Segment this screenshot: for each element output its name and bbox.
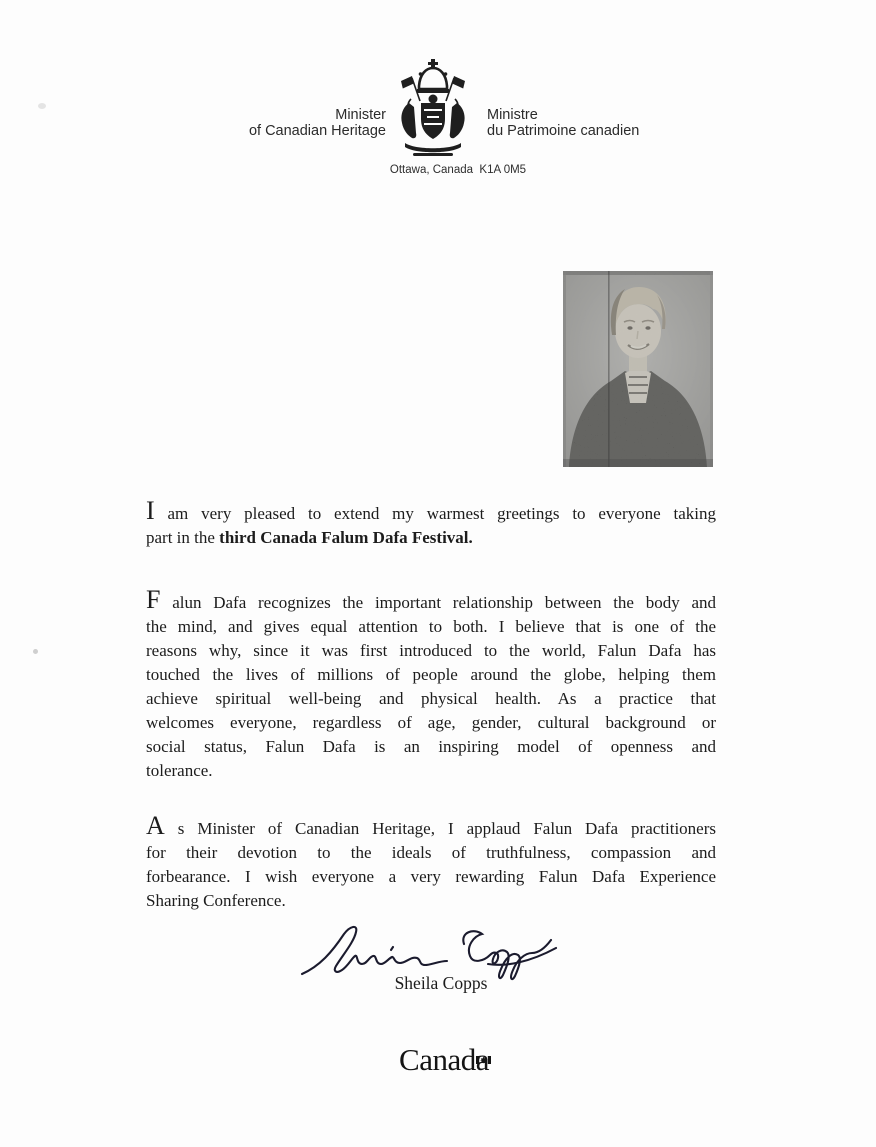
letter-line <box>146 865 716 889</box>
portrait-photo <box>563 271 713 467</box>
letter-line <box>146 615 716 639</box>
letter-paragraph <box>146 496 716 550</box>
office-address: Ottawa, Canada K1A 0M5 <box>389 164 527 176</box>
letter-text: alun Dafa recognizes the important relationship between the body and <box>172 593 716 612</box>
letter-line <box>146 841 716 865</box>
letter-text: social status, Falun Dafa is an inspiring model of openness and <box>146 737 716 756</box>
minister-title-english <box>160 107 386 139</box>
letter-text: reasons why, since it was first introduced to the world, Falun Dafa has <box>146 641 716 660</box>
canada-wordmark <box>344 1042 544 1078</box>
signatory-typed-name: Sheila Copps <box>394 973 488 993</box>
paragraph-lead-capital: F <box>146 585 161 614</box>
scan-artifact-smudge <box>38 103 46 109</box>
scan-artifact-dot <box>33 649 38 654</box>
letter-text: s Minister of Canadian Heritage, I applaud Falun Dafa practitioners <box>177 819 717 838</box>
minister-title-french <box>487 107 747 139</box>
letter-text: the mind, and gives equal attention to both. I believe that is one of the <box>146 617 716 636</box>
paragraph-lead-capital: I <box>146 496 155 525</box>
letter-text: am very pleased to extend my warmest greetings to everyone taking <box>167 504 716 523</box>
letter-text: forbearance. I wish everyone a very rewarding Falun Dafa Experience <box>146 867 716 886</box>
letter-text: for their devotion to the ideals of truthfulness, compassion and <box>146 843 716 862</box>
letter-line <box>146 687 716 711</box>
letter-text: achieve spiritual well-being and physical health. As a practice that <box>146 689 716 708</box>
minister-title-fr-line1: Ministre <box>487 107 538 123</box>
letter-line <box>146 889 716 913</box>
wordmark-text: Canad <box>399 1042 476 1077</box>
letter-text: Sharing Conference. <box>146 891 286 910</box>
minister-title-en-line1: Minister <box>335 107 386 123</box>
letter-text: welcomes everyone, regardless of age, gender, cultural background or <box>146 713 716 732</box>
canada-coat-of-arms-icon <box>399 58 467 160</box>
letter-line <box>146 735 716 759</box>
letter-paragraph <box>146 585 716 783</box>
letter-text: tolerance. <box>146 761 213 780</box>
letter-line <box>146 811 717 841</box>
letter-line <box>146 639 716 663</box>
letter-text: touched the lives of millions of people around the globe, helping them <box>146 665 716 684</box>
minister-title-en-line2: of Canadian Heritage <box>248 123 386 139</box>
letter-text-bold: third Canada Falum Dafa Festival. <box>219 528 473 547</box>
paragraph-lead-capital: A <box>146 811 165 840</box>
canada-flag-icon <box>476 1036 491 1044</box>
letter-line <box>146 585 716 615</box>
letter-paragraph <box>146 811 717 913</box>
minister-title-fr-line2: du Patrimoine canadien <box>487 123 640 139</box>
letter-line <box>146 526 716 550</box>
letter-body <box>146 496 717 913</box>
letter-text: part in the <box>146 528 220 547</box>
letter-line <box>146 711 716 735</box>
letter-line <box>146 496 716 526</box>
wordmark-last-letter <box>476 1042 489 1078</box>
letter-line <box>146 663 716 687</box>
letter-line <box>146 759 716 783</box>
